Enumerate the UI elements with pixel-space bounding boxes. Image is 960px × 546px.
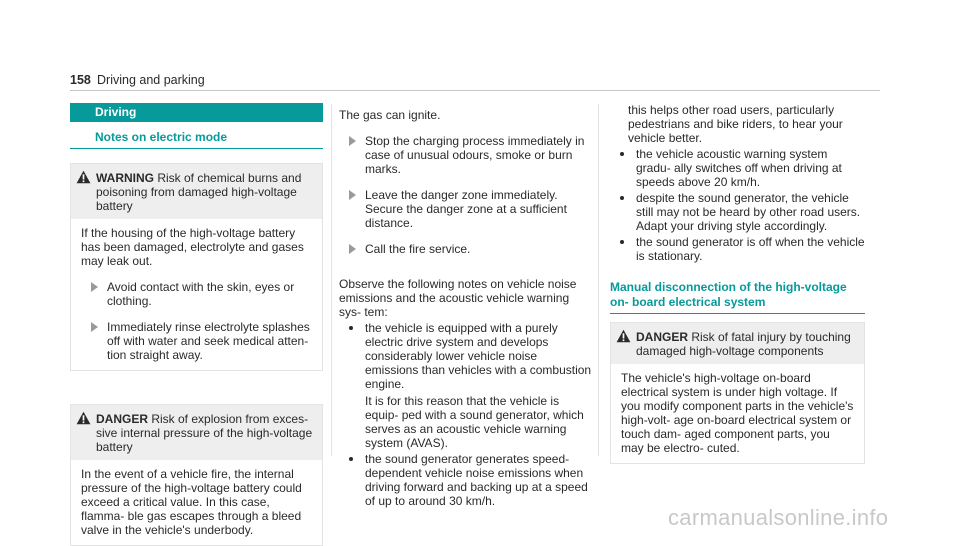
warning-triangle-icon bbox=[76, 170, 91, 184]
subheading-manual-disconnection: Manual disconnection of the high-voltage on- board electrical system bbox=[610, 280, 865, 314]
instruction-step: Leave the danger zone immediately. Secure the danger zone at a sufficient distance. bbox=[339, 188, 593, 230]
danger-title: Risk of explosion from exces- sive internal pressure of the high-voltage battery bbox=[96, 412, 313, 454]
section-heading-driving: Driving bbox=[70, 103, 323, 122]
instruction-step: Stop the charging process immediately in case of unusual odours, smoke or burn marks. bbox=[339, 134, 593, 176]
bullet-dot bbox=[620, 240, 624, 244]
danger-text: In the event of a vehicle fire, the internal pressure of the high-voltage battery could exceed a critical value. In this case, flamma- ble gas escapes through a bleed valve in the vehicle's underbody. bbox=[81, 467, 302, 537]
column-left bbox=[70, 103, 323, 546]
danger-text: The vehicle's high-voltage on-board electrical system is under high voltage. If you modify component parts in the vehicle's high-volt- age on-board electrical system or touch dam- aged component parts, you may be electro- cuted. bbox=[621, 371, 854, 455]
list-item: the vehicle is equipped with a purely electric drive system and develops considerably lower vehicle noise emissions than vehicles with a combustion engine. It is for this reason that the vehicle is equip- ped with a sound generator, which serves as an acoustic vehicle warning system (AVAS). bbox=[339, 321, 593, 450]
bullet-dot bbox=[349, 326, 353, 330]
column-right bbox=[610, 103, 865, 464]
warning-label: WARNING bbox=[96, 171, 158, 185]
danger-box-explosion bbox=[70, 404, 323, 546]
list-item: the vehicle acoustic warning system gradu- ally switches off when driving at speeds above 20 km/h. bbox=[610, 147, 865, 189]
column-middle bbox=[339, 108, 593, 508]
column-divider bbox=[598, 104, 599, 456]
header-divider bbox=[70, 90, 880, 91]
danger-label: DANGER bbox=[636, 330, 692, 344]
subheading-electric-mode: Notes on electric mode bbox=[70, 130, 323, 149]
page-title: Driving and parking bbox=[97, 73, 205, 87]
danger-title: Risk of fatal injury by touching damaged high-voltage components bbox=[636, 330, 851, 358]
page-number: 158 bbox=[70, 73, 91, 87]
step-arrow-icon bbox=[349, 190, 356, 200]
list-item: despite the sound generator, the vehicle still may not be heard by other road users. Adapt your driving style accordingly. bbox=[610, 191, 865, 233]
danger-box-body bbox=[71, 460, 322, 545]
danger-box-fatal-injury bbox=[610, 322, 865, 464]
paragraph: this helps other road users, particularly pedestrians and bike riders, to hear your vehicle better. bbox=[628, 103, 843, 145]
step-arrow-icon bbox=[349, 136, 356, 146]
warning-triangle-icon bbox=[616, 329, 631, 343]
warning-box-body bbox=[71, 219, 322, 370]
watermark: carmanualsonline.info bbox=[668, 505, 889, 530]
bullet-dot bbox=[620, 152, 624, 156]
danger-box-header bbox=[71, 405, 322, 460]
paragraph: The gas can ignite. bbox=[339, 108, 441, 122]
list-item: the sound generator is off when the vehicle is stationary. bbox=[610, 235, 865, 263]
warning-text: If the housing of the high-voltage battery has been damaged, electrolyte and gases may leak out. bbox=[81, 226, 304, 268]
warning-triangle-icon bbox=[76, 411, 91, 425]
danger-box-body bbox=[611, 364, 864, 463]
instruction-step: Avoid contact with the skin, eyes or clothing. bbox=[81, 280, 313, 308]
instruction-step: Call the fire service. bbox=[339, 242, 593, 256]
danger-label: DANGER bbox=[96, 412, 152, 426]
column-divider bbox=[331, 104, 332, 456]
bullet-dot bbox=[349, 457, 353, 461]
step-arrow-icon bbox=[91, 282, 98, 292]
warning-box-header bbox=[71, 164, 322, 219]
step-arrow-icon bbox=[91, 322, 98, 332]
paragraph: Observe the following notes on vehicle noise emissions and the acoustic vehicle warning sys- tem: bbox=[339, 277, 577, 319]
bullet-dot bbox=[620, 196, 624, 200]
danger-box-header bbox=[611, 323, 864, 364]
warning-title: Risk of chemical burns and poisoning from damaged high-voltage battery bbox=[96, 171, 302, 213]
instruction-step: Immediately rinse electrolyte splashes off with water and seek medical atten- tion straight away. bbox=[81, 320, 313, 362]
list-item: the sound generator generates speed- dependent vehicle noise emissions when driving forward and backing up at a speed of up to around 30 km/h. bbox=[339, 452, 593, 508]
page-header bbox=[0, 0, 960, 92]
warning-box-chemical-burns bbox=[70, 163, 323, 371]
step-arrow-icon bbox=[349, 244, 356, 254]
